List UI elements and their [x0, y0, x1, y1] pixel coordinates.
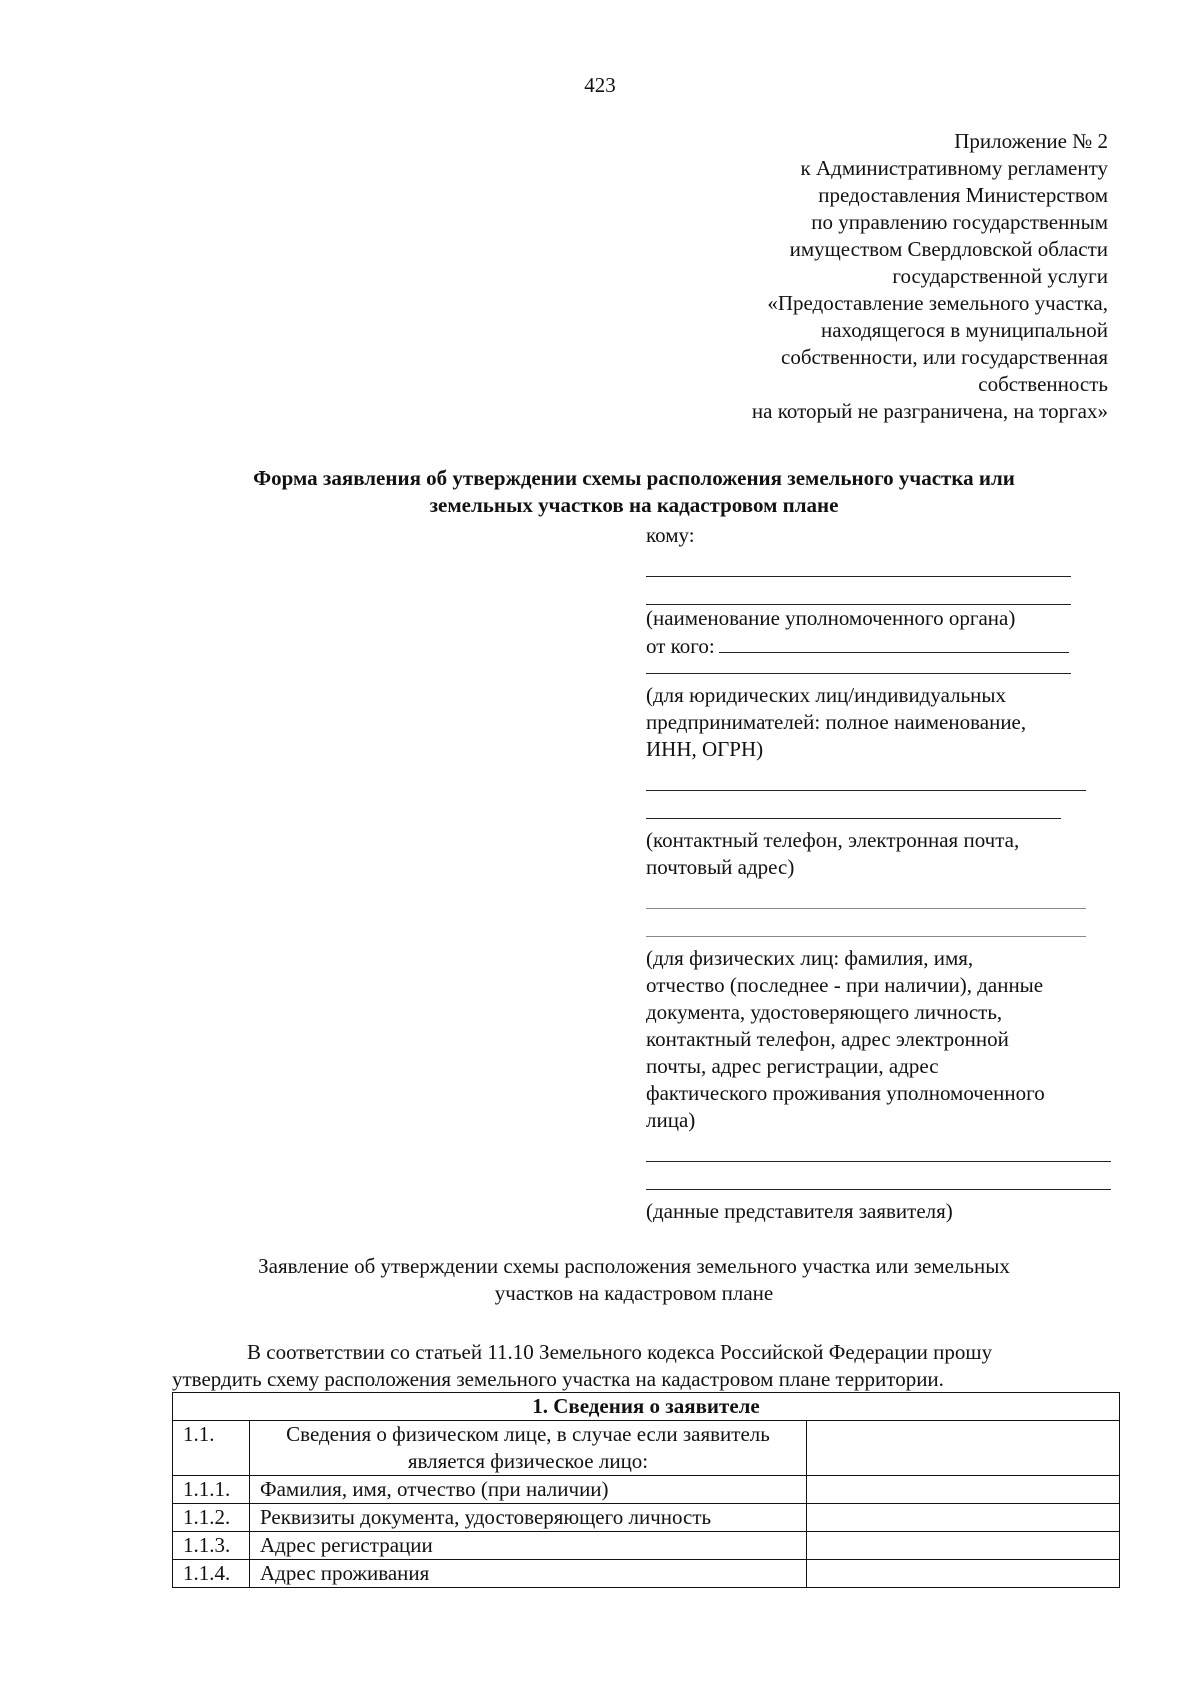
authority-note: (наименование уполномоченного органа)	[646, 606, 1016, 630]
legal-field-line[interactable]	[646, 791, 1061, 819]
contact-note-line: (контактный телефон, электронная почта,	[646, 828, 1020, 852]
table-header-row	[173, 1393, 1120, 1421]
individual-note-line: фактического проживания уполномоченного	[646, 1081, 1045, 1105]
row-value-cell[interactable]	[807, 1560, 1120, 1588]
appendix-line: к Административному регламенту	[800, 156, 1108, 180]
to-label: кому:	[646, 523, 695, 547]
from-row	[646, 632, 1126, 660]
table-row	[173, 1560, 1120, 1588]
contact-field-line[interactable]	[646, 881, 1086, 909]
appendix-line: имуществом Свердловской области	[789, 237, 1108, 261]
appendix-line: собственность	[978, 372, 1108, 396]
representative-field-line[interactable]	[646, 1134, 1111, 1162]
row-value-cell[interactable]	[807, 1421, 1120, 1476]
row-text: Фамилия, имя, отчество (при наличии)	[250, 1476, 807, 1504]
individual-note-line: лица)	[646, 1108, 696, 1132]
appendix-line: на который не разграничена, на торгах»	[751, 399, 1108, 423]
row-text: Сведения о физическом лице, в случае если заявитель является физическое лицо:	[250, 1421, 807, 1476]
applicant-info-table	[172, 1392, 1120, 1588]
row-number: 1.1.2.	[173, 1504, 250, 1532]
contact-note-line: почтовый адрес)	[646, 855, 795, 879]
recipient-block	[646, 522, 1126, 1225]
appendix-line: по управлению государственным	[811, 210, 1108, 234]
contact-field-line[interactable]	[646, 909, 1086, 937]
legal-note-line: (для юридических лиц/индивидуальных	[646, 683, 1006, 707]
table-row	[173, 1504, 1120, 1532]
page-number: 423	[584, 73, 616, 97]
from-field-line[interactable]	[719, 632, 1069, 653]
row-number: 1.1.1.	[173, 1476, 250, 1504]
individual-note-line: отчество (последнее - при наличии), данные	[646, 973, 1044, 997]
statement-title	[170, 1253, 1098, 1307]
form-title-line: Форма заявления об утверждении схемы расположения земельного участка или	[253, 466, 1015, 490]
statement-title-line: Заявление об утверждении схемы расположения земельного участка или земельных	[258, 1254, 1010, 1278]
row-text: Реквизиты документа, удостоверяющего личность	[250, 1504, 807, 1532]
row-number: 1.1.4.	[173, 1560, 250, 1588]
appendix-line: государственной услуги	[892, 264, 1108, 288]
appendix-line: «Предоставление земельного участка,	[767, 291, 1108, 315]
legal-note-line: предпринимателей: полное наименование,	[646, 710, 1027, 734]
statement-title-line: участков на кадастровом плане	[494, 1281, 774, 1305]
to-field-line[interactable]	[646, 577, 1071, 605]
individual-note-line: (для физических лиц: фамилия, имя,	[646, 946, 974, 970]
intro-line: В соответствии со статьей 11.10 Земельного кодекса Российской Федерации прошу	[247, 1340, 993, 1364]
appendix-line: предоставления Министерством	[818, 183, 1108, 207]
row-text: Адрес регистрации	[250, 1532, 807, 1560]
row-text: Адрес проживания	[250, 1560, 807, 1588]
appendix-line: находящегося в муниципальной	[820, 318, 1108, 342]
from-field-line[interactable]	[646, 660, 1071, 674]
legal-field-line[interactable]	[646, 763, 1086, 791]
appendix-line: собственности, или государственная	[781, 345, 1108, 369]
row-value-cell[interactable]	[807, 1532, 1120, 1560]
intro-line: утвердить схему расположения земельного участка на кадастровом плане территории.	[172, 1367, 944, 1391]
table-row	[173, 1421, 1120, 1476]
form-title-line: земельных участков на кадастровом плане	[429, 493, 839, 517]
row-number: 1.1.	[173, 1421, 250, 1476]
representative-field-line[interactable]	[646, 1162, 1111, 1190]
to-field-line[interactable]	[646, 549, 1071, 577]
appendix-header	[568, 128, 1108, 425]
appendix-line: Приложение № 2	[954, 129, 1108, 153]
row-number: 1.1.3.	[173, 1532, 250, 1560]
legal-note-line: ИНН, ОГРН)	[646, 737, 764, 761]
row-value-cell[interactable]	[807, 1476, 1120, 1504]
from-label: от кого:	[646, 634, 715, 658]
table-row	[173, 1532, 1120, 1560]
intro-paragraph	[172, 1339, 1120, 1393]
individual-note-line: документа, удостоверяющего личность,	[646, 1000, 1003, 1024]
representative-note: (данные представителя заявителя)	[646, 1199, 953, 1223]
form-title	[170, 465, 1098, 519]
individual-note-line: почты, адрес регистрации, адрес	[646, 1054, 939, 1078]
row-value-cell[interactable]	[807, 1504, 1120, 1532]
table-row	[173, 1476, 1120, 1504]
section-header: 1. Сведения о заявителе	[173, 1393, 1120, 1421]
individual-note-line: контактный телефон, адрес электронной	[646, 1027, 1009, 1051]
